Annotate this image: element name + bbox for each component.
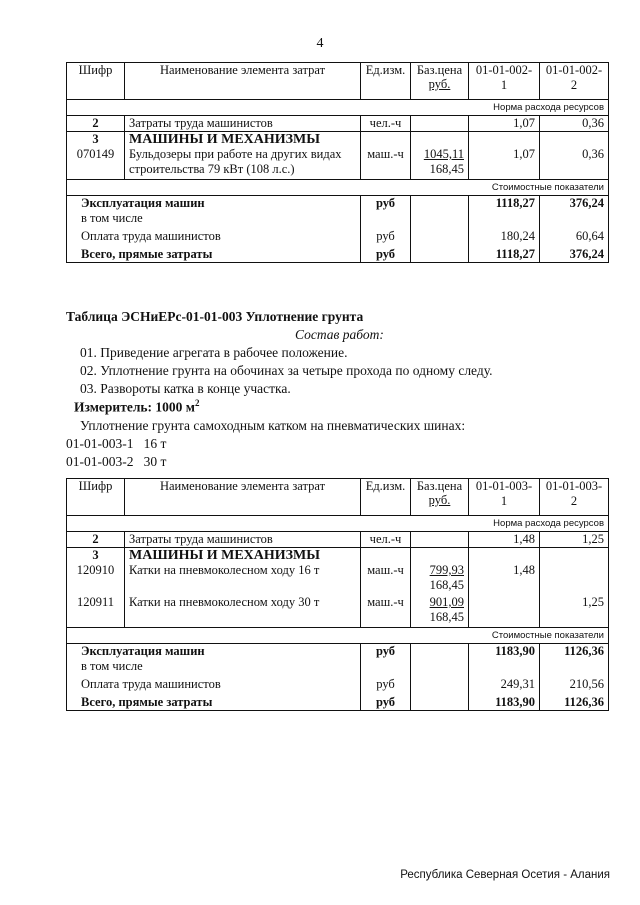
work-description: Уплотнение грунта самоходным катком на пневматических шинах: <box>80 418 466 433</box>
norm-label: Норма расхода ресурсов <box>469 516 609 532</box>
header-base-price: Баз.цена руб. <box>411 63 469 100</box>
table-row: Оплата труда машинистов руб 249,31 210,56 <box>67 677 609 695</box>
table-caption: Таблица ЭСНиЕРс-01-01-003 Уплотнение грунта <box>66 309 364 324</box>
work-step-3: 03. Развороты катка в конце участка. <box>80 381 291 396</box>
table-row: Эксплуатация машин руб 1118,27 376,24 <box>67 196 609 212</box>
resource-table-1 <box>66 62 609 263</box>
cost-label: Стоимостные показатели <box>469 180 609 196</box>
header-unit: Ед.изм. <box>361 479 411 516</box>
resource-table-2 <box>66 478 609 711</box>
table-row: Эксплуатация машин руб 1183,90 1126,36 <box>67 644 609 660</box>
header-col-1: 01-01-003-1 <box>469 479 540 516</box>
header-code: Шифр <box>67 63 125 100</box>
header-code: Шифр <box>67 479 125 516</box>
header-name: Наименование элемента затрат <box>125 63 361 100</box>
section-row-machines: 3 МАШИНЫ И МЕХАНИЗМЫ <box>67 548 609 564</box>
table-row: Всего, прямые затраты руб 1183,90 1126,36 <box>67 695 609 711</box>
work-composition-heading: Состав работ: <box>295 327 384 342</box>
section-row-machines: 3 МАШИНЫ И МЕХАНИЗМЫ <box>67 132 609 148</box>
table-header-row <box>67 63 609 100</box>
table-row: Оплата труда машинистов руб 180,24 60,64 <box>67 229 609 247</box>
table-header-row <box>67 479 609 516</box>
page-number: 4 <box>316 36 324 51</box>
cost-label-row <box>67 628 609 644</box>
table-row: 120911 Катки на пневмоколесном ходу 30 т маш.-ч 901,09 168,45 1,25 <box>67 595 609 628</box>
table-row: в том числе <box>67 659 609 677</box>
cost-label-row <box>67 180 609 196</box>
norm-label: Норма расхода ресурсов <box>469 100 609 116</box>
header-name: Наименование элемента затрат <box>125 479 361 516</box>
cost-label: Стоимостные показатели <box>469 628 609 644</box>
header-col-2: 01-01-003-2 <box>540 479 609 516</box>
norm-label-row <box>67 516 609 532</box>
table-row: 120910 Катки на пневмоколесном ходу 16 т маш.-ч 799,93 168,45 1,48 <box>67 563 609 595</box>
header-col-2: 01-01-002-2 <box>540 63 609 100</box>
measure-unit: Измеритель: 1000 $м^2$ <box>74 398 200 415</box>
table-row: в том числе <box>67 211 609 229</box>
work-step-1: 01. Приведение агрегата в рабочее положение. <box>80 345 348 360</box>
header-col-1: 01-01-002-1 <box>469 63 540 100</box>
header-base-price: Баз.цена руб. <box>411 479 469 516</box>
variant-2: 01-01-003-2 30 т <box>66 454 167 469</box>
norm-label-row <box>67 100 609 116</box>
table-row: 2 Затраты труда машинистов чел.-ч 1,07 0,36 <box>67 116 609 132</box>
table-row: Всего, прямые затраты руб 1118,27 376,24 <box>67 247 609 263</box>
table-row: 070149 Бульдозеры при работе на других видах строительства 79 кВт (108 л.с.) маш.-ч 1045,11 168,45 1,07 0,36 <box>67 147 609 180</box>
header-unit: Ед.изм. <box>361 63 411 100</box>
page-footer: Республика Северная Осетия - Алания <box>400 869 610 881</box>
variant-1: 01-01-003-1 16 т <box>66 436 167 451</box>
table-row: 2 Затраты труда машинистов чел.-ч 1,48 1,25 <box>67 532 609 548</box>
work-step-2: 02. Уплотнение грунта на обочинах за четыре прохода по одному следу. <box>80 363 493 378</box>
